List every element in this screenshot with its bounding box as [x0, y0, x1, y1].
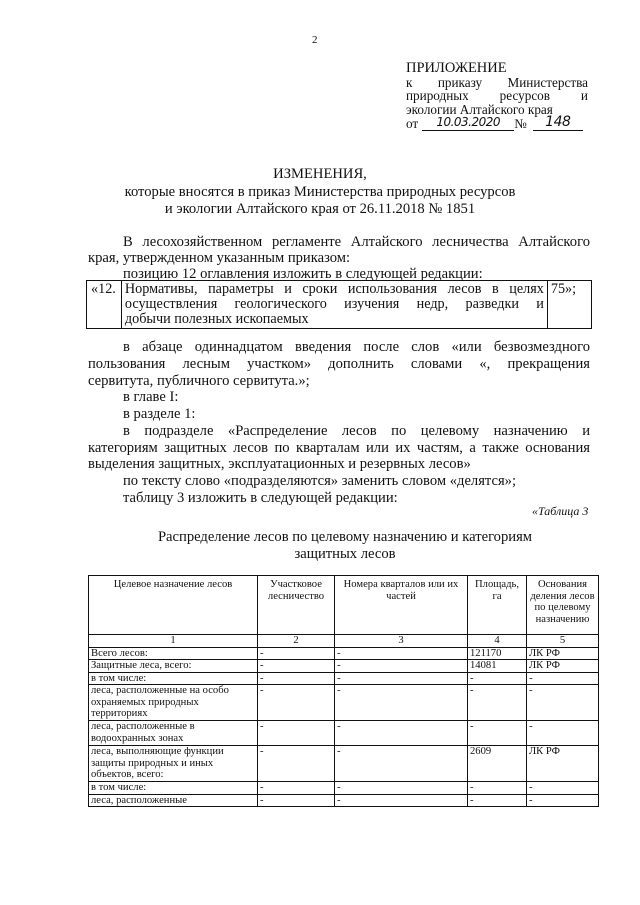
- paragraph-2: позицию 12 оглавления изложить в следующей редакции:: [123, 266, 483, 282]
- item-12-table: [86, 280, 592, 329]
- handwritten-number: 148: [533, 116, 583, 131]
- paragraph-7: по тексту слово «подразделяются» заменить словом «делятся»;: [123, 473, 517, 489]
- table-row: в том числе: - - - -: [89, 672, 599, 685]
- appendix-block: [406, 62, 588, 131]
- table-title-2: защитных лесов: [294, 546, 396, 562]
- paragraph-8: таблицу 3 изложить в следующей редакции:: [123, 490, 398, 506]
- page-number: 2: [312, 34, 318, 46]
- header-quarters: Номера кварталов или их частей: [335, 576, 468, 635]
- paragraph-3-line-3: сервитута, публичного сервитута.»;: [88, 373, 310, 389]
- table-column-numbers: 1 2 3 4 5: [89, 635, 599, 648]
- paragraph-1-line-2: края, утвержденном указанным приказом:: [88, 250, 351, 266]
- header-district: Участковое лесничество: [258, 576, 335, 635]
- table-row: Защитные леса, всего: - - 14081 ЛК РФ: [89, 660, 599, 673]
- paragraph-6-line-1: в подразделе «Распределение лесов по целевому назначению и: [123, 423, 590, 439]
- appendix-line-2: природных ресурсов и: [406, 88, 588, 103]
- doc-title: ИЗМЕНЕНИЯ,: [273, 166, 367, 182]
- table-row: леса, выполняющие функции защиты природных и иных объектов, всего: - - 2609 ЛК РФ: [89, 746, 599, 782]
- table-row: леса, расположенные - - - -: [89, 794, 599, 807]
- paragraph-1-line-1: В лесохозяйственном регламенте Алтайского лесничества Алтайского: [123, 234, 590, 250]
- table-row: в том числе: - - - -: [89, 782, 599, 795]
- item-12-number: «12.: [87, 281, 122, 329]
- appendix-date-line: от 10.03.2020 № 148: [406, 116, 588, 131]
- table-label: «Таблица 3: [532, 504, 589, 518]
- paragraph-4: в главе I:: [123, 389, 179, 405]
- handwritten-date: 10.03.2020: [422, 116, 514, 131]
- doc-subtitle-1: которые вносятся в приказ Министерства природных ресурсов: [124, 184, 516, 200]
- appendix-line-1: к приказу Министерства: [406, 74, 588, 90]
- header-area: Площадь, га: [468, 576, 527, 635]
- doc-subtitle-2: и экологии Алтайского края от 26.11.2018 № 1851: [164, 201, 476, 217]
- appendix-title: ПРИЛОЖЕНИЕ: [406, 60, 507, 76]
- table-row: леса, расположенные в водоохранных зонах - - - -: [89, 721, 599, 746]
- table-row: леса, расположенные на особо охраняемых природных территориях - - - -: [89, 685, 599, 721]
- paragraph-6-line-2: категориям защитных лесов по кварталам или их частям, а также основания: [88, 440, 590, 456]
- paragraph-3-line-1: в абзаце одиннадцатом введения после слов «или безвозмездного: [123, 339, 590, 355]
- header-basis: Основания деления лесов по целевому назначению: [527, 576, 599, 635]
- paragraph-5: в разделе 1:: [123, 406, 196, 422]
- paragraph-6-line-3: выделения защитных, эксплуатационных и резервных лесов»: [88, 456, 471, 472]
- forest-distribution-table: [88, 575, 599, 807]
- paragraph-3-line-2: пользования лесным участком» дополнить словами «, прекращения: [88, 356, 590, 372]
- table-header-row: [89, 576, 599, 635]
- item-12-page: 75»;: [547, 281, 591, 329]
- table-title-1: Распределение лесов по целевому назначению и категориям: [157, 529, 533, 545]
- item-12-text: Нормативы, параметры и сроки использования лесов в целях осуществления геологического изучения недр, разведки и добычи полезных ископаемых: [121, 281, 547, 329]
- header-purpose: Целевое назначение лесов: [89, 576, 258, 635]
- table-row: Всего лесов: - - 121170 ЛК РФ: [89, 647, 599, 660]
- appendix-line-3: экологии Алтайского края: [406, 101, 553, 117]
